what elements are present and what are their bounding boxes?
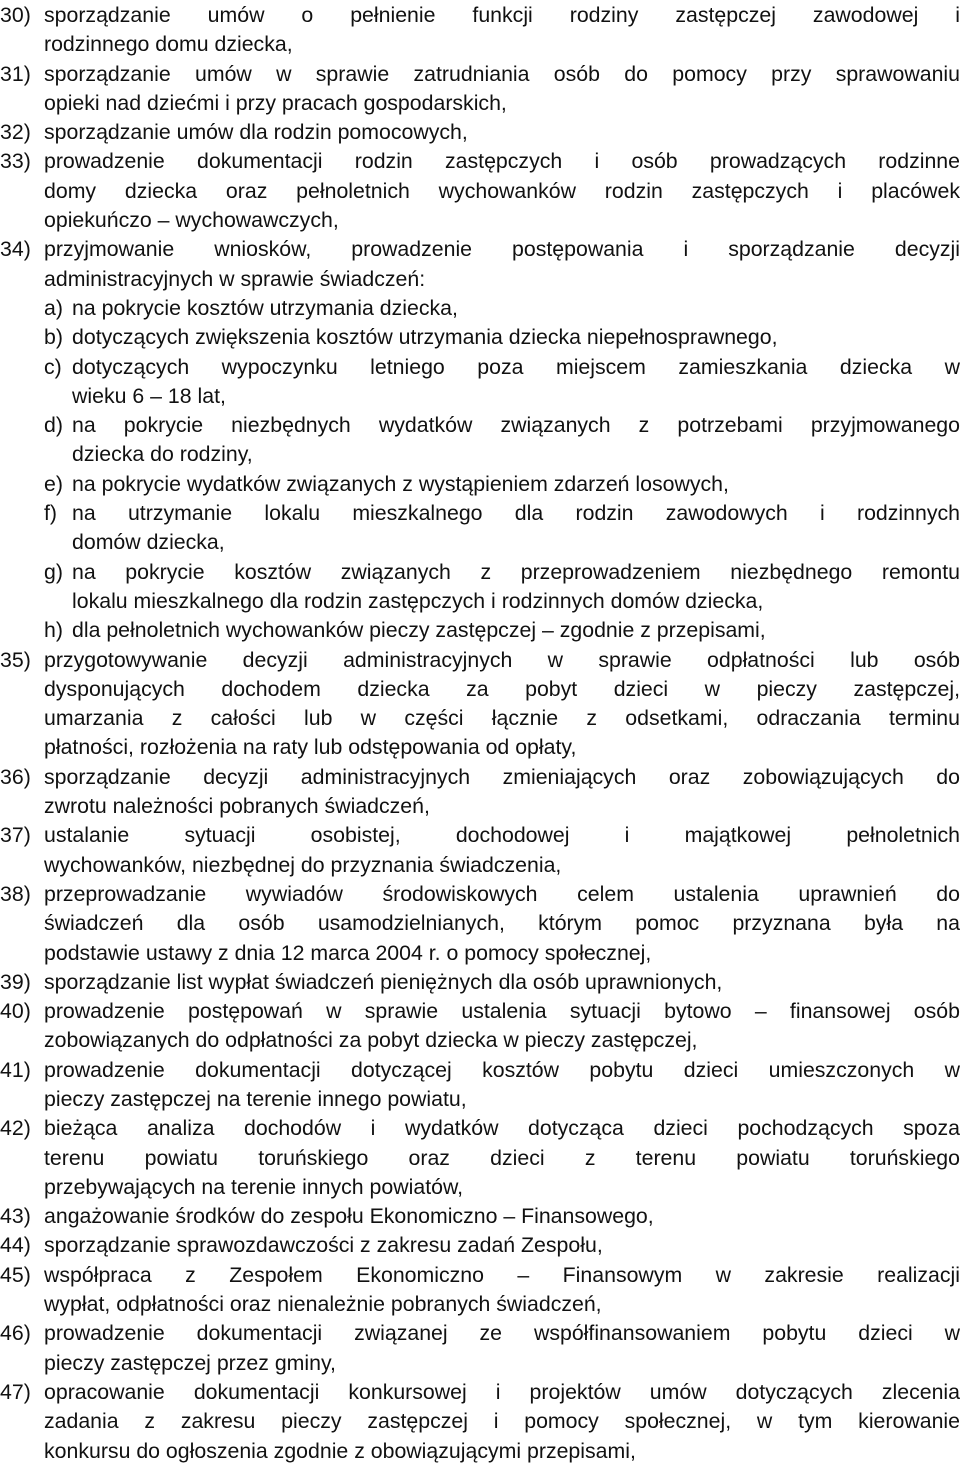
- sub-item-text-line: dotyczących zwiększenia kosztów utrzymania dziecka niepełnosprawnego,: [72, 325, 778, 350]
- item-text-line: prowadzenie postępowań w sprawie ustalenia sytuacji bytowo – finansowej osób: [44, 999, 960, 1024]
- sub-item-body: [72, 411, 960, 470]
- item-text-line: świadczeń dla osób usamodzielnianych, którym pomoc przyznana była na: [44, 911, 960, 936]
- item-text-line: sporządzanie umów w sprawie zatrudniania osób do pomocy przy sprawowaniu: [44, 61, 960, 86]
- item-number: 47): [0, 1379, 31, 1404]
- sub-item-letter: g): [44, 559, 63, 584]
- item-text-line: konkursu do ogłoszenia zgodnie z obowiązującymi przepisami,: [44, 1438, 636, 1463]
- sub-item-text-line: na pokrycie kosztów utrzymania dziecka,: [72, 295, 458, 320]
- item-text-line: zobowiązanych do odpłatności za pobyt dziecka w pieczy zastępczej,: [44, 1028, 698, 1053]
- list-item: [0, 1261, 960, 1320]
- sub-item-text-line: na pokrycie wydatków związanych z wystąpieniem zdarzeń losowych,: [72, 471, 729, 496]
- item-body: [44, 646, 960, 763]
- item-number: 45): [0, 1262, 31, 1287]
- sub-item: [44, 411, 960, 470]
- list-item: [0, 118, 960, 147]
- item-text-line: domy dziecka oraz pełnoletnich wychowanków rodzin zastępczych i placówek: [44, 178, 960, 203]
- sub-item-text-line: wieku 6 – 18 lat,: [72, 383, 226, 408]
- item-body: [44, 1378, 960, 1466]
- sub-item: [44, 470, 960, 499]
- item-text-line: przyjmowanie wniosków, prowadzenie postępowania i sporządzanie decyzji: [44, 237, 960, 262]
- sub-item-text-line: dla pełnoletnich wychowanków pieczy zastępczej – zgodnie z przepisami,: [72, 618, 766, 643]
- list-item: [0, 997, 960, 1056]
- sub-item-letter: h): [44, 618, 63, 643]
- item-text-line: zwrotu należności pobranych świadczeń,: [44, 794, 430, 819]
- item-number: 34): [0, 237, 31, 262]
- item-body: [44, 821, 960, 880]
- item-number: 46): [0, 1321, 31, 1346]
- item-text-line: płatności, rozłożenia na raty lub odstępowania od opłaty,: [44, 735, 577, 760]
- item-body: [44, 880, 960, 968]
- list-item: [0, 1202, 960, 1231]
- list-item: [0, 1114, 960, 1202]
- sub-item: [44, 616, 960, 645]
- sub-item-body: [72, 558, 960, 617]
- list-item: [0, 235, 960, 645]
- list-item: [0, 147, 960, 235]
- item-text-line: pieczy zastępczej na terenie innego powiatu,: [44, 1086, 467, 1111]
- sub-item-text-line: dotyczących wypoczynku letniego poza miejscem zamieszkania dziecka w: [72, 354, 960, 379]
- sub-item-text-line: na utrzymanie lokalu mieszkalnego dla rodzin zawodowych i rodzinnych: [72, 501, 960, 526]
- sub-item: [44, 353, 960, 412]
- item-number: 40): [0, 999, 31, 1024]
- sub-item-letter: a): [44, 295, 63, 320]
- item-body: [44, 1261, 960, 1320]
- sub-item-text-line: na pokrycie kosztów związanych z przeprowadzeniem niezbędnego remontu: [72, 559, 960, 584]
- list-item: [0, 1378, 960, 1466]
- item-text-line: bieżąca analiza dochodów i wydatków dotycząca dzieci pochodzących spoza: [44, 1116, 960, 1141]
- item-text-line: opieki nad dziećmi i przy pracach gospodarskich,: [44, 90, 507, 115]
- sub-item-letter: b): [44, 325, 63, 350]
- item-text-line: opracowanie dokumentacji konkursowej i projektów umów dotyczących zlecenia: [44, 1379, 960, 1404]
- sub-item-body: [72, 499, 960, 558]
- sub-item-body: [72, 616, 960, 645]
- item-text-line: zadania z zakresu pieczy zastępczej i pomocy społecznej, w tym kierowanie: [44, 1409, 960, 1434]
- item-number: 44): [0, 1233, 31, 1258]
- item-text-line: wypłat, odpłatności oraz nienależnie pobranych świadczeń,: [44, 1292, 602, 1317]
- item-text-line: sporządzanie decyzji administracyjnych zmieniających oraz zobowiązujących do: [44, 764, 960, 789]
- sub-item-letter: d): [44, 413, 63, 438]
- item-text-line: przygotowywanie decyzji administracyjnych w sprawie odpłatności lub osób: [44, 647, 960, 672]
- list-item: [0, 1, 960, 60]
- item-number: 38): [0, 881, 31, 906]
- sub-item-letter: c): [44, 354, 62, 379]
- item-body: [44, 60, 960, 119]
- sub-item-body: [72, 294, 960, 323]
- item-number: 37): [0, 823, 31, 848]
- item-number: 36): [0, 764, 31, 789]
- item-number: 35): [0, 647, 31, 672]
- item-body: [44, 1319, 960, 1378]
- sub-item: [44, 558, 960, 617]
- sub-item-letter: f): [44, 501, 58, 526]
- sub-item: [44, 294, 960, 323]
- sub-item-text-line: dziecka do rodziny,: [72, 442, 253, 467]
- sub-item-body: [72, 323, 960, 352]
- item-body: [44, 1114, 960, 1202]
- list-item: [0, 60, 960, 119]
- sub-item-body: [72, 353, 960, 412]
- item-number: 31): [0, 61, 31, 86]
- item-text-line: prowadzenie dokumentacji dotyczącej kosztów pobytu dzieci umieszczonych w: [44, 1057, 960, 1082]
- item-text-line: administracyjnych w sprawie świadczeń:: [44, 266, 426, 291]
- item-text-line: ustalanie sytuacji osobistej, dochodowej i majątkowej pełnoletnich: [44, 823, 960, 848]
- item-number: 39): [0, 969, 31, 994]
- item-text-line: dysponujących dochodem dziecka za pobyt dzieci w pieczy zastępczej,: [44, 676, 960, 701]
- sub-item-body: [72, 470, 960, 499]
- item-text-line: wychowanków, niezbędnej do przyznania świadczenia,: [44, 852, 562, 877]
- item-body: [44, 235, 960, 645]
- item-text-line: przebywających na terenie innych powiatów,: [44, 1174, 464, 1199]
- list-item: [0, 968, 960, 997]
- item-body: [44, 763, 960, 822]
- item-body: [44, 968, 960, 997]
- sub-item: [44, 323, 960, 352]
- list-item: [0, 1056, 960, 1115]
- sub-item: [44, 499, 960, 558]
- list-item: [0, 646, 960, 763]
- item-number: 43): [0, 1204, 31, 1229]
- item-body: [44, 1231, 960, 1260]
- list-item: [0, 763, 960, 822]
- item-text-line: podstawie ustawy z dnia 12 marca 2004 r. o pomocy społecznej,: [44, 940, 652, 965]
- list-item: [0, 821, 960, 880]
- list-item: [0, 1319, 960, 1378]
- item-text-line: umarzania z całości lub w części łącznie z odsetkami, odraczania terminu: [44, 706, 960, 731]
- item-number: 30): [0, 3, 31, 27]
- list-item: [0, 880, 960, 968]
- item-text-line: terenu powiatu toruńskiego oraz dzieci z terenu powiatu toruńskiego: [44, 1145, 960, 1170]
- item-body: [44, 1202, 960, 1231]
- item-text-line: przeprowadzanie wywiadów środowiskowych celem ustalenia uprawnień do: [44, 881, 960, 906]
- sub-item-text-line: na pokrycie niezbędnych wydatków związanych z potrzebami przyjmowanego: [72, 413, 960, 438]
- item-body: [44, 1056, 960, 1115]
- item-text-line: sporządzanie umów o pełnienie funkcji rodziny zastępczej zawodowej i: [44, 3, 960, 27]
- item-text-line: angażowanie środków do zespołu Ekonomiczno – Finansowego,: [44, 1204, 654, 1229]
- item-text-line: rodzinnego domu dziecka,: [44, 32, 293, 57]
- item-text-line: sporządzanie list wypłat świadczeń pieniężnych dla osób uprawnionych,: [44, 969, 723, 994]
- item-number: 33): [0, 149, 31, 174]
- item-number: 41): [0, 1057, 31, 1082]
- item-text-line: pieczy zastępczej przez gminy,: [44, 1350, 336, 1375]
- item-text-line: prowadzenie dokumentacji rodzin zastępczych i osób prowadzących rodzinne: [44, 149, 960, 174]
- item-text-line: sporządzanie umów dla rodzin pomocowych,: [44, 120, 468, 145]
- document-page: [0, 1, 960, 1466]
- sub-item-letter: e): [44, 471, 63, 496]
- item-body: [44, 1, 960, 60]
- sub-item-text-line: lokalu mieszkalnego dla rodzin zastępczych i rodzinnych domów dziecka,: [72, 588, 764, 613]
- item-text-line: sporządzanie sprawozdawczości z zakresu zadań Zespołu,: [44, 1233, 603, 1258]
- item-text-line: współpraca z Zespołem Ekonomiczno – Finansowym w zakresie realizacji: [44, 1262, 960, 1287]
- item-number: 42): [0, 1116, 31, 1141]
- item-text-line: opiekuńczo – wychowawczych,: [44, 208, 339, 233]
- sub-item-text-line: domów dziecka,: [72, 530, 225, 555]
- item-number: 32): [0, 120, 31, 145]
- item-body: [44, 997, 960, 1056]
- item-body: [44, 118, 960, 147]
- item-text-line: prowadzenie dokumentacji związanej ze współfinansowaniem pobytu dzieci w: [44, 1321, 960, 1346]
- list-item: [0, 1231, 960, 1260]
- item-body: [44, 147, 960, 235]
